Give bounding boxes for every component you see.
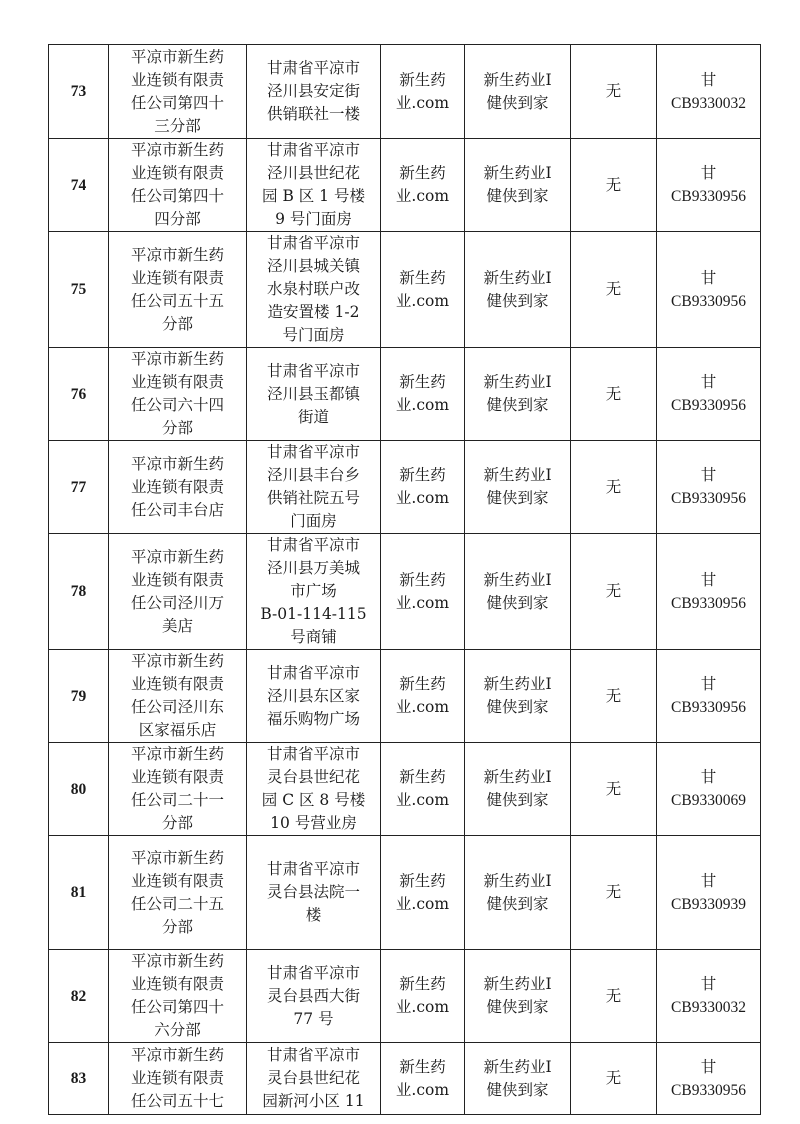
other-cell: 无 xyxy=(571,743,657,836)
table-row xyxy=(49,441,761,534)
table-row xyxy=(49,232,761,348)
row-number-cell: 82 xyxy=(49,950,109,1043)
table-row xyxy=(49,950,761,1043)
license-cell: 甘 CB9330032 xyxy=(657,45,761,139)
table-row xyxy=(49,650,761,743)
store-name-cell: 平凉市新生药 业连锁有限责 任公司六十四 分部 xyxy=(109,348,247,441)
license-cell: 甘 CB9330956 xyxy=(657,650,761,743)
row-number-cell: 81 xyxy=(49,836,109,950)
address-cell: 甘肃省平凉市 灵台县世纪花 园 C 区 8 号楼 10 号营业房 xyxy=(247,743,381,836)
address-cell: 甘肃省平凉市 泾川县万美城 市广场 B-01-114-115 号商铺 xyxy=(247,534,381,650)
license-cell: 甘 CB9330032 xyxy=(657,950,761,1043)
row-number-cell: 78 xyxy=(49,534,109,650)
row-number-cell: 76 xyxy=(49,348,109,441)
store-name-cell: 平凉市新生药 业连锁有限责 任公司泾川万 美店 xyxy=(109,534,247,650)
license-cell: 甘 CB9330956 xyxy=(657,139,761,232)
address-cell: 甘肃省平凉市 灵台县法院一 楼 xyxy=(247,836,381,950)
website-cell: 新生药 业.com xyxy=(381,743,465,836)
table-row xyxy=(49,743,761,836)
website-cell: 新生药 业.com xyxy=(381,232,465,348)
app-cell: 新生药业I 健侠到家 xyxy=(465,348,571,441)
pharmacy-branch-table xyxy=(48,44,761,1115)
table-row xyxy=(49,534,761,650)
website-cell: 新生药 业.com xyxy=(381,1043,465,1115)
license-cell: 甘 CB9330956 xyxy=(657,1043,761,1115)
store-name-cell: 平凉市新生药 业连锁有限责 任公司第四十 六分部 xyxy=(109,950,247,1043)
app-cell: 新生药业I 健侠到家 xyxy=(465,650,571,743)
store-name-cell: 平凉市新生药 业连锁有限责 任公司五十五 分部 xyxy=(109,232,247,348)
row-number-cell: 75 xyxy=(49,232,109,348)
store-name-cell: 平凉市新生药 业连锁有限责 任公司泾川东 区家福乐店 xyxy=(109,650,247,743)
row-number-cell: 83 xyxy=(49,1043,109,1115)
website-cell: 新生药 业.com xyxy=(381,836,465,950)
row-number-cell: 73 xyxy=(49,45,109,139)
row-number-cell: 80 xyxy=(49,743,109,836)
app-cell: 新生药业I 健侠到家 xyxy=(465,743,571,836)
other-cell: 无 xyxy=(571,836,657,950)
website-cell: 新生药 业.com xyxy=(381,534,465,650)
license-cell: 甘 CB9330956 xyxy=(657,441,761,534)
other-cell: 无 xyxy=(571,441,657,534)
store-name-cell: 平凉市新生药 业连锁有限责 任公司二十一 分部 xyxy=(109,743,247,836)
table-row xyxy=(49,836,761,950)
app-cell: 新生药业I 健侠到家 xyxy=(465,45,571,139)
website-cell: 新生药 业.com xyxy=(381,45,465,139)
license-cell: 甘 CB9330069 xyxy=(657,743,761,836)
license-cell: 甘 CB9330956 xyxy=(657,534,761,650)
store-name-cell: 平凉市新生药 业连锁有限责 任公司丰台店 xyxy=(109,441,247,534)
table-row xyxy=(49,348,761,441)
store-name-cell: 平凉市新生药 业连锁有限责 任公司第四十 三分部 xyxy=(109,45,247,139)
row-number-cell: 77 xyxy=(49,441,109,534)
other-cell: 无 xyxy=(571,534,657,650)
other-cell: 无 xyxy=(571,45,657,139)
other-cell: 无 xyxy=(571,139,657,232)
row-number-cell: 79 xyxy=(49,650,109,743)
app-cell: 新生药业I 健侠到家 xyxy=(465,836,571,950)
other-cell: 无 xyxy=(571,348,657,441)
store-name-cell: 平凉市新生药 业连锁有限责 任公司五十七 xyxy=(109,1043,247,1115)
app-cell: 新生药业I 健侠到家 xyxy=(465,232,571,348)
website-cell: 新生药 业.com xyxy=(381,950,465,1043)
address-cell: 甘肃省平凉市 灵台县西大街 77 号 xyxy=(247,950,381,1043)
app-cell: 新生药业I 健侠到家 xyxy=(465,139,571,232)
address-cell: 甘肃省平凉市 泾川县东区家 福乐购物广场 xyxy=(247,650,381,743)
app-cell: 新生药业I 健侠到家 xyxy=(465,950,571,1043)
store-name-cell: 平凉市新生药 业连锁有限责 任公司第四十 四分部 xyxy=(109,139,247,232)
app-cell: 新生药业I 健侠到家 xyxy=(465,441,571,534)
app-cell: 新生药业I 健侠到家 xyxy=(465,534,571,650)
other-cell: 无 xyxy=(571,232,657,348)
table-row xyxy=(49,139,761,232)
other-cell: 无 xyxy=(571,1043,657,1115)
address-cell: 甘肃省平凉市 泾川县丰台乡 供销社院五号 门面房 xyxy=(247,441,381,534)
address-cell: 甘肃省平凉市 泾川县城关镇 水泉村联户改 造安置楼 1-2 号门面房 xyxy=(247,232,381,348)
other-cell: 无 xyxy=(571,650,657,743)
address-cell: 甘肃省平凉市 灵台县世纪花 园新河小区 11 xyxy=(247,1043,381,1115)
app-cell: 新生药业I 健侠到家 xyxy=(465,1043,571,1115)
row-number-cell: 74 xyxy=(49,139,109,232)
website-cell: 新生药 业.com xyxy=(381,348,465,441)
license-cell: 甘 CB9330956 xyxy=(657,232,761,348)
license-cell: 甘 CB9330956 xyxy=(657,348,761,441)
license-cell: 甘 CB9330939 xyxy=(657,836,761,950)
table-row xyxy=(49,45,761,139)
website-cell: 新生药 业.com xyxy=(381,441,465,534)
store-name-cell: 平凉市新生药 业连锁有限责 任公司二十五 分部 xyxy=(109,836,247,950)
website-cell: 新生药 业.com xyxy=(381,650,465,743)
address-cell: 甘肃省平凉市 泾川县安定街 供销联社一楼 xyxy=(247,45,381,139)
address-cell: 甘肃省平凉市 泾川县玉都镇 街道 xyxy=(247,348,381,441)
other-cell: 无 xyxy=(571,950,657,1043)
website-cell: 新生药 业.com xyxy=(381,139,465,232)
address-cell: 甘肃省平凉市 泾川县世纪花 园 B 区 1 号楼 9 号门面房 xyxy=(247,139,381,232)
table-row xyxy=(49,1043,761,1115)
